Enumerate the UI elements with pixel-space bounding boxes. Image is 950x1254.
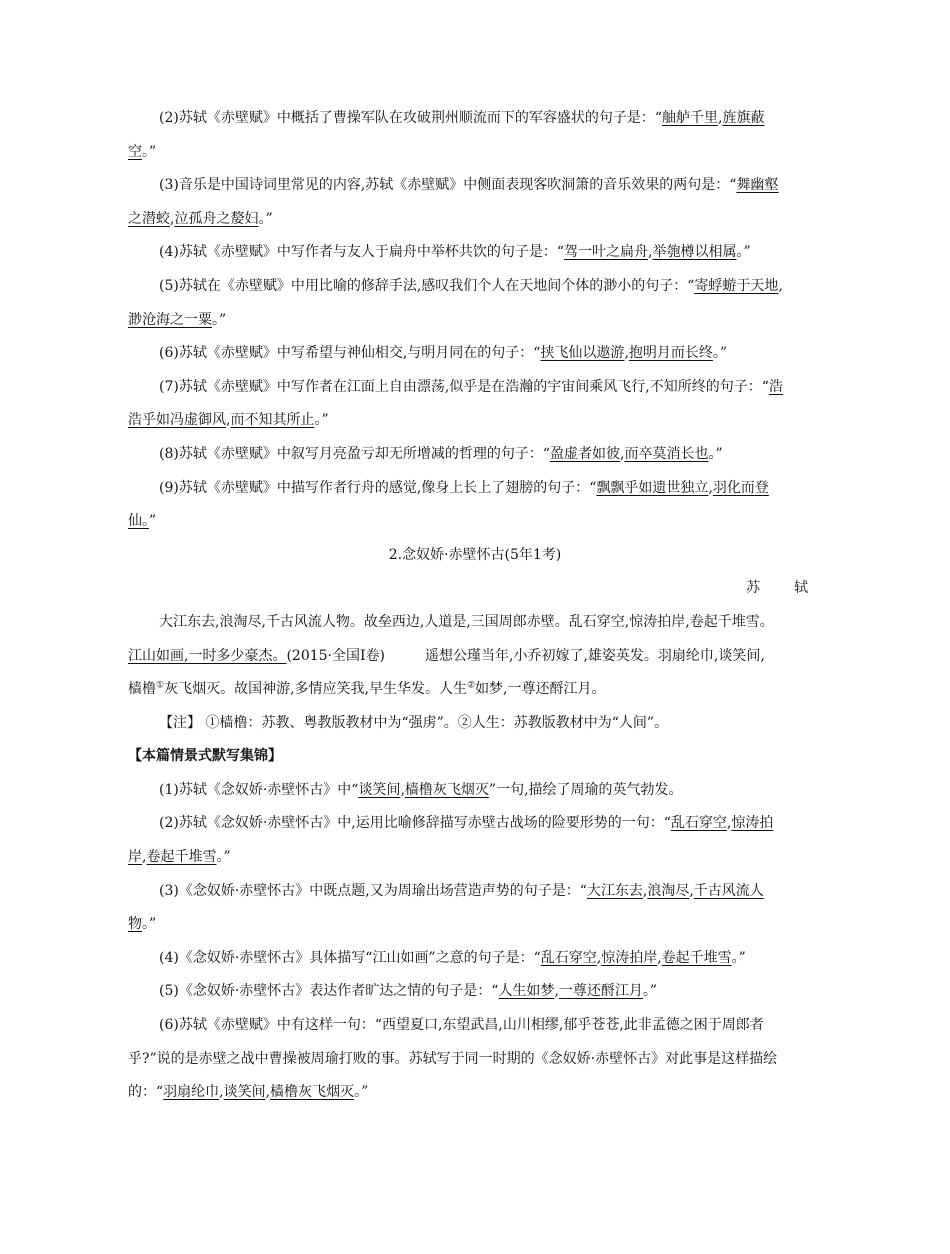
- exam-source: (2015·全国Ⅰ卷): [286, 647, 385, 664]
- poem-line2: [128, 640, 822, 674]
- q-text: 。”: [142, 143, 157, 160]
- answer: 浩乎如冯虚御风: [128, 412, 226, 429]
- fu-q2-line2: [128, 136, 822, 170]
- q-text: ,: [624, 345, 629, 362]
- verse: 灰飞烟灭。故国神游,多情应笑我,早生华发。人生: [164, 681, 467, 698]
- answer: 樯橹灰飞烟灭: [404, 781, 489, 798]
- answer: 人生如梦: [498, 983, 555, 1000]
- q-text: 。”: [736, 244, 751, 261]
- fu-q9-line1: [128, 472, 822, 506]
- q-text: (2)苏轼《念奴娇·赤壁怀古》中,运用比喻修辞描写赤壁古战场的险要形势的一句：“: [159, 815, 671, 832]
- q-text: 。”: [642, 983, 658, 1000]
- answer: 千古风流人: [693, 882, 764, 899]
- q-text: (1)苏轼《念奴娇·赤壁怀古》中“: [159, 781, 359, 798]
- answer: 岸: [128, 849, 142, 866]
- fu-q5-line1: [128, 270, 822, 304]
- q-text: (4)《念奴娇·赤壁怀古》具体描写“江山如画”之意的句子是：“: [159, 949, 541, 966]
- q-text: ,: [219, 1084, 224, 1101]
- answer: 樯橹灰飞烟灭: [270, 1084, 355, 1101]
- answer: 卷起千堆雪: [146, 849, 217, 866]
- q-text: ,: [708, 479, 713, 496]
- verse: 遥想公瑾当年,小乔初嫁了,雄姿英发。羽扇纶巾,谈笑间,: [425, 647, 765, 664]
- q-text: ,: [142, 849, 147, 866]
- answer: 寄蜉蝣于天地: [694, 277, 779, 294]
- fu-q8-line: [128, 438, 822, 472]
- q-text: (3)音乐是中国诗词里常见的内容,苏轼《赤壁赋》中侧面表现客吹洞箫的音乐效果的两句是：“: [159, 177, 737, 194]
- nian-q5-line: [128, 975, 822, 1009]
- answer: 驾一叶之扁舟: [564, 244, 648, 261]
- answer: 卷起千堆雪: [661, 949, 732, 966]
- verse: 如梦,一尊还酹江月。: [475, 681, 606, 698]
- nian-q1-line: [128, 774, 822, 808]
- q-text: ,: [657, 949, 662, 966]
- document-page: [128, 102, 822, 1110]
- answer: 一尊还酹江月: [558, 983, 643, 1000]
- q-text: 。”: [314, 412, 329, 429]
- q-text: ,: [620, 445, 625, 462]
- q-text: (5)《念奴娇·赤壁怀古》表达作者旷达之情的句子是：“: [159, 983, 499, 1000]
- answer: 大江东去: [586, 882, 643, 899]
- answer: 飘飘乎如遗世独立: [596, 479, 709, 496]
- answer: 空: [128, 143, 142, 160]
- fu-q9-line2: [128, 505, 822, 539]
- q-text: ,: [718, 110, 723, 126]
- answer: 惊涛拍: [731, 815, 774, 832]
- answer: 舳舻千里: [662, 110, 718, 126]
- q-text: 。”: [354, 1084, 369, 1101]
- q-text: 。”: [731, 949, 746, 966]
- answer: 乱石穿空: [540, 949, 597, 966]
- answer: 羽扇纶巾: [163, 1084, 220, 1101]
- answer: 羽化而登: [712, 479, 769, 496]
- nian-q6-line2: 乎?”说的是赤壁之战中曹操被周瑜打败的事。苏轼写于同一时期的《念奴娇·赤壁怀古》对此事是这样描绘: [128, 1050, 778, 1067]
- nian-q6-line1: (6)苏轼《赤壁赋》中有这样一句：“西望夏口,东望武昌,山川相缪,郁乎苍苍,此非孟德之困于周郎者: [159, 1017, 764, 1034]
- q-text: ,: [778, 277, 783, 294]
- fu-q5-line2: [128, 304, 822, 338]
- q-text: ,: [554, 983, 559, 1000]
- fu-q3-line1: [128, 169, 822, 203]
- q-text: 。”: [258, 210, 273, 227]
- fu-q2-line1: [128, 102, 822, 136]
- poem-note: 【注】 ①樯橹：苏教、粤教版教材中为“强虏”。②人生：苏教版教材中为“人间”。: [159, 714, 669, 731]
- answer: 舞幽壑: [736, 177, 779, 194]
- answer: 物: [128, 916, 142, 933]
- answer: 旌旗蔽: [722, 110, 765, 126]
- q-text: ,: [265, 1084, 271, 1101]
- fu-q7-line2: [128, 404, 822, 438]
- nian-q2-line1: [128, 807, 822, 841]
- answer: 之潜蛟: [128, 210, 170, 227]
- answer: 抱明月而长终: [628, 345, 713, 362]
- q-text: (9)苏轼《赤壁赋》中描写作者行舟的感觉,像身上长上了翅膀的句子：“: [159, 479, 597, 496]
- answer: 盈虚者如彼: [550, 445, 620, 462]
- q-text: (6)苏轼《赤壁赋》中写希望与神仙相交,与明月同在的句子：“: [159, 345, 541, 362]
- q-text: 。”: [142, 916, 157, 933]
- poem-author: 苏 轼: [746, 580, 818, 597]
- q-text: ,: [170, 210, 175, 227]
- q-text: (5)苏轼在《赤壁赋》中用比喻的修辞手法,感叹我们个人在天地间个体的渺小的句子：“: [159, 277, 695, 294]
- q-text: (7)苏轼《赤壁赋》中写作者在江面上自由漂荡,似乎是在浩瀚的宇宙间乘风飞行,不知所终的句子：“: [159, 378, 769, 395]
- q-text: 。”: [216, 849, 231, 866]
- verse: 樯橹: [128, 681, 156, 698]
- nian-q3-line1: [128, 875, 822, 909]
- section-heading: 【本篇情景式默写集锦】: [128, 748, 282, 765]
- q-text: 。”: [712, 345, 728, 362]
- q-text: (2)苏轼《赤壁赋》中概括了曹操军队在攻破荆州顺流而下的军容盛状的句子是：“: [159, 110, 662, 126]
- q-text: ,: [648, 244, 653, 261]
- poem-line1: 大江东去,浪淘尽,千古风流人物。故垒西边,人道是,三国周郎赤壁。乱石穿空,惊涛拍岸,卷起千堆雪。: [159, 613, 774, 630]
- q-text: (8)苏轼《赤壁赋》中叙写月亮盈亏却无所增减的哲理的句子：“: [159, 445, 550, 462]
- fu-q7-line1: [128, 371, 822, 405]
- poem-title: 2.念奴娇·赤壁怀古(5年1考): [388, 546, 562, 563]
- answer: 而卒莫消长也: [624, 445, 709, 462]
- answer: 谈笑间: [358, 781, 401, 798]
- underlined-verse: 江山如画,一时多少豪杰。: [128, 647, 287, 664]
- nian-q3-line2: [128, 908, 822, 942]
- answer: 挟飞仙以遨游: [540, 345, 625, 362]
- q-text: ,: [689, 882, 694, 899]
- q-text: ,: [226, 412, 231, 429]
- fu-q4-line: [128, 236, 822, 270]
- answer: 乱石穿空: [670, 815, 727, 832]
- q-text: ,: [596, 949, 602, 966]
- answer: 渺沧海之一粟: [128, 311, 212, 328]
- answer: 浩: [768, 378, 783, 395]
- nian-q2-line2: [128, 841, 822, 875]
- answer: 浪淘尽: [647, 882, 690, 899]
- fu-q3-line2: [128, 203, 822, 237]
- q-text: 。”: [212, 311, 227, 328]
- answer: 谈笑间: [223, 1084, 266, 1101]
- q-text: ,: [400, 781, 405, 798]
- footnote-mark: ①: [156, 680, 165, 691]
- answer: 惊涛拍岸: [601, 949, 658, 966]
- answer: 举匏樽以相属: [652, 244, 737, 261]
- fu-q6-line: [128, 337, 822, 371]
- answer: 而不知其所止: [230, 412, 315, 429]
- nian-q6-line3: [128, 1076, 822, 1110]
- q-text: ,: [726, 815, 732, 832]
- q-text: ,: [642, 882, 648, 899]
- nian-q4-line: [128, 942, 822, 976]
- poem-line3: [128, 673, 822, 707]
- q-text: 。”: [708, 445, 723, 462]
- q-text: (4)苏轼《赤壁赋》中写作者与友人于扁舟中举杯共饮的句子是：“: [159, 244, 564, 261]
- q-text: ”一句,描绘了周瑜的英气勃发。: [488, 781, 683, 798]
- answer: 泣孤舟之嫠妇: [174, 210, 259, 227]
- q-text: (3)《念奴娇·赤壁怀古》中既点题,又为周瑜出场营造声势的句子是：“: [159, 882, 587, 899]
- q-text: 的：“: [128, 1084, 164, 1101]
- q-text: ”: [149, 513, 157, 530]
- answer: 仙。: [128, 513, 149, 530]
- footnote-mark: ②: [466, 680, 476, 691]
